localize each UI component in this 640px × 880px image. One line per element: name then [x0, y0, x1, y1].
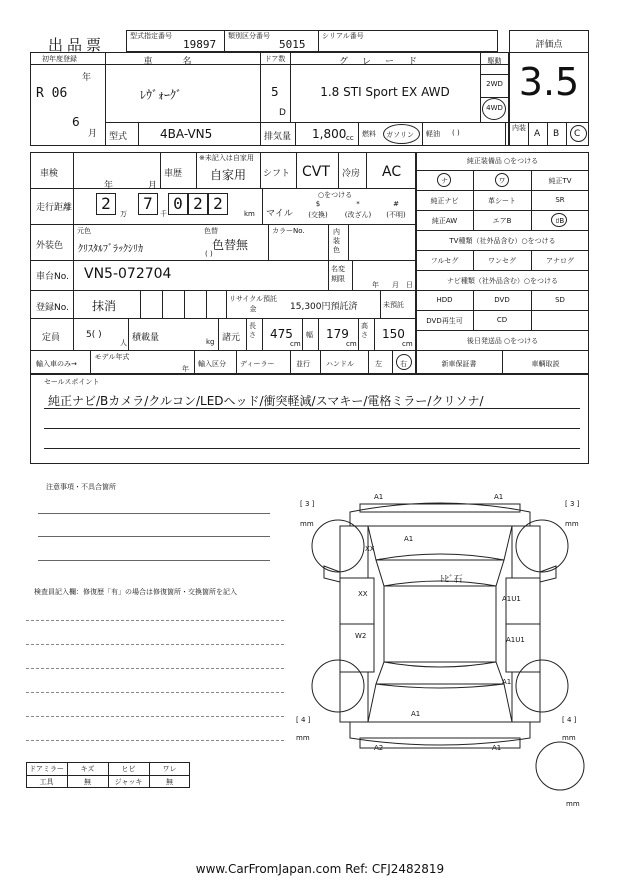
docs-warranty: 新車保証書 [441, 360, 477, 368]
equip-r2-c1: 純正ナビ [430, 197, 459, 205]
load-label: 積載量 [132, 333, 160, 343]
tread-fr-unit: mm [565, 520, 579, 528]
import-parallel: 並行 [296, 360, 310, 368]
legend-h2: キズ [80, 765, 95, 773]
import-label: 輸入車のみ→ [36, 360, 77, 368]
mark-door-rl: W2 [355, 632, 367, 640]
recycle-unpaid: 未預託 [383, 301, 404, 309]
doors-label: ドア数 [264, 55, 286, 63]
length-value: 475 [270, 327, 293, 341]
car-name: ﾚｳﾞｫｰｸﾞ [140, 88, 183, 102]
selling-points-block [30, 374, 589, 464]
legend-h1: ドアミラー [29, 765, 64, 773]
unknown-sym: # [393, 200, 399, 208]
exchange-sym: $ [315, 200, 321, 208]
disp-label: 排気量 [264, 132, 292, 142]
int-color-label: 内装色 [333, 228, 340, 254]
drive-4wd: 4WD [486, 104, 503, 112]
first-reg-label: 初年度登録 [42, 55, 77, 63]
model-year-label: モデル年式 [94, 353, 130, 361]
mark-hood: A1 [404, 535, 414, 543]
mark-rear-a1: A1 [492, 744, 502, 752]
serial-label: シリアル番号 [322, 32, 364, 40]
mark-rear-a2: A2 [374, 744, 384, 752]
docs-title: 後日発送品 ○をつける [466, 337, 539, 345]
mark-door-rr: A1U1 [506, 636, 525, 644]
length-label: 長さ [249, 322, 256, 339]
first-reg-era: R 06 [36, 86, 68, 101]
reg-value: 抹消 [92, 299, 117, 313]
legend-h3: ヒビ [121, 765, 136, 773]
tread-rr-unit: mm [562, 734, 576, 742]
dims-label: 諸元 [222, 333, 241, 343]
maru-note: ○をつける [318, 191, 353, 199]
usage-note: ※未記入は自家用 [199, 154, 254, 162]
inspector-label: 検査員記入欄：修復歴「有」の場合は修復箇所・交換箇所を記入 [34, 588, 237, 596]
class-num: 5015 [279, 38, 306, 51]
tread-rl-unit: mm [296, 734, 310, 742]
reg-label: 登録No. [36, 303, 69, 313]
deadline-month: 月 [392, 281, 399, 289]
height-unit: cm [402, 340, 413, 348]
equip-title: 純正装備品 ○をつける [466, 157, 539, 165]
fuel-other-paren: ( ) [452, 129, 460, 137]
legend-v1: 工具 [39, 778, 54, 786]
inspection-label: 車検 [40, 169, 59, 179]
spare-tire-unit: mm [566, 800, 580, 808]
import-dealer: ディーラー [240, 360, 275, 368]
score-value: 3.5 [518, 60, 580, 104]
navi-dvd: DVD [494, 296, 510, 304]
disp-unit: cc [346, 134, 354, 142]
type-num-label: 型式指定番号 [130, 32, 172, 40]
car-name-label: 車名 [143, 57, 222, 67]
fuel-value: ガソリン [386, 131, 414, 139]
unknown-label: (不明) [386, 211, 406, 219]
equip-r2-c2: 革シート [488, 197, 516, 205]
drive-label: 駆動 [487, 57, 502, 65]
import-cat-label: 輸入区分 [198, 360, 226, 368]
model-value: 4BA-VN5 [160, 127, 213, 141]
month-unit: 月 [88, 129, 98, 139]
equip-r3-c2: エアB [492, 217, 512, 225]
tv-fullseg: フルセグ [430, 257, 459, 265]
shift-value: CVT [302, 164, 330, 180]
year-unit: 年 [82, 73, 92, 83]
recycle-label: リサイクル預託金 [228, 295, 278, 313]
footer-watermark: www.CarFromJapan.com Ref: CFJ2482819 [195, 862, 445, 876]
length-unit: cm [290, 340, 301, 348]
tread-fr: [ 3 ] [565, 500, 580, 508]
mileage-digit-5: 2 [213, 194, 223, 213]
mark-quarter-right: A1 [502, 678, 512, 686]
mark-front-a1-left: A1 [374, 493, 384, 501]
tv-analog: アナログ [546, 257, 574, 265]
equip-r1-c1: ナ [441, 177, 448, 185]
width-unit: cm [346, 340, 357, 348]
navi-cd: CD [496, 316, 508, 324]
sen-unit: 千 [160, 210, 167, 218]
door-type: D [279, 108, 286, 118]
km-unit: km [244, 210, 255, 218]
ac-value: AC [382, 164, 402, 180]
mark-door-fr: A1U1 [502, 595, 521, 603]
recycle-value: 15,300円預託済 [290, 302, 358, 312]
mileage-digit-4: 2 [193, 194, 203, 213]
usage-value: 自家用 [210, 168, 247, 182]
equip-r1-c3: 純正TV [548, 177, 572, 185]
legend-h4: ワレ [162, 765, 177, 773]
repaint-value: 色替無 [212, 238, 249, 252]
width-value: 179 [326, 327, 349, 341]
interior-c: C [574, 129, 581, 139]
mileage-digit-2: 7 [143, 194, 153, 213]
navi-title: ナビ種類（社外品含む）○をつける [446, 277, 559, 285]
equip-r2-c3: SR [555, 196, 565, 204]
equip-r3-c3: ﾛB [555, 217, 565, 225]
mark-front-a1-right: A1 [494, 493, 504, 501]
model-label: 型式 [109, 132, 128, 142]
deadline-day: 日 [406, 281, 413, 289]
tv-oneseg: ワンセグ [488, 257, 516, 265]
person-unit: 人 [120, 339, 127, 347]
navi-sd: SD [555, 296, 565, 304]
navi-dvd-play: DVD再生可 [426, 317, 463, 325]
tv-title: TV種類（社外品含む）○をつける [449, 237, 556, 245]
name-change-label: 名変期限 [331, 265, 345, 283]
orig-color: ｸﾘｽﾀﾙﾌﾞﾗｯｸｼﾘｶ [78, 244, 143, 255]
legend-v2: 無 [84, 778, 91, 786]
legend-v4: 無 [166, 778, 173, 786]
selling-text: 純正ナビ/Bカメラ/クルコン/LEDヘッド/衝突軽減/スマキー/電格ミラー/クリソナ/ [48, 394, 484, 408]
orig-color-label: 元色 [77, 227, 91, 235]
inspection-month-unit: 月 [148, 181, 158, 191]
height-label: 高さ [361, 322, 368, 339]
grade-label: グレード [338, 57, 431, 67]
disp-value: 1,800 [312, 127, 347, 141]
altered-sym: * [356, 200, 360, 208]
first-reg-month: 6 [72, 115, 80, 129]
kg-unit: kg [206, 338, 215, 346]
repaint-paren: ( ) [205, 250, 213, 258]
equip-r3-c1: 純正AW [431, 217, 458, 225]
interior-b: B [553, 129, 560, 139]
tread-fl-unit: mm [300, 520, 314, 528]
color-no-label: カラーNo. [272, 227, 305, 235]
chassis-label: 車台No. [36, 272, 69, 282]
tread-fl: [ 3 ] [300, 500, 315, 508]
capacity-value: 5( ) [86, 330, 102, 340]
man-unit: 万 [120, 210, 127, 218]
height-value: 150 [382, 327, 405, 341]
width-label: 幅 [306, 331, 313, 339]
grade-value: 1.8 STI Sport EX AWD [320, 85, 450, 99]
interior-label: 内装 [512, 124, 526, 132]
light-oil-label: 軽油 [426, 130, 440, 138]
chassis-value: VN5-072704 [84, 266, 172, 282]
altered-label: (改ざん) [344, 211, 372, 219]
repaint-label: 色替 [204, 227, 218, 235]
interior-a: A [534, 129, 541, 139]
model-year-unit: 年 [182, 365, 189, 373]
handle-right: 右 [400, 360, 407, 368]
mileage-digit-3: 0 [173, 194, 183, 213]
shift-label: シフト [263, 169, 291, 179]
usage-label: 車歴 [164, 169, 183, 179]
class-num-label: 類別区分番号 [228, 32, 270, 40]
handle-left: 左 [375, 360, 382, 368]
doors-value: 5 [271, 85, 279, 99]
mark-fender-left: XX [365, 545, 375, 553]
selling-label: セールスポイント [44, 378, 100, 386]
mark-windshield: ﾄﾋﾞ石 [440, 575, 463, 585]
score-label: 評価点 [535, 40, 563, 50]
form-title: 出品票 [48, 36, 106, 54]
type-num: 19897 [183, 38, 217, 51]
inspection-year-unit: 年 [104, 181, 114, 191]
mile-label: マイル [266, 209, 293, 219]
tread-rl: [ 4 ] [296, 716, 311, 724]
navi-hdd: HDD [436, 296, 453, 304]
tread-rr: [ 4 ] [562, 716, 577, 724]
drive-2wd: 2WD [486, 80, 503, 88]
mark-trunk: A1 [411, 710, 421, 718]
car-damage-diagram [290, 486, 590, 816]
handle-label: ハンドル [326, 360, 354, 368]
legend-v3: ジャッキ [114, 778, 143, 786]
equip-r1-c2: ワ [498, 177, 506, 185]
mileage-label: 走行距離 [36, 203, 73, 213]
header-id-box [126, 30, 498, 52]
deadline-year: 年 [372, 281, 379, 289]
exchange-label: (交換) [308, 211, 328, 219]
ac-label: 冷房 [342, 169, 361, 179]
fuel-label: 燃料 [362, 130, 376, 138]
mark-door-fl: XX [358, 590, 368, 598]
color-label: 外装色 [36, 241, 64, 251]
mileage-digit-1: 2 [101, 194, 111, 213]
caution-label: 注意事項・不具合箇所 [46, 483, 116, 491]
capacity-label: 定員 [42, 333, 61, 343]
docs-manual: 車輌取説 [531, 360, 560, 368]
